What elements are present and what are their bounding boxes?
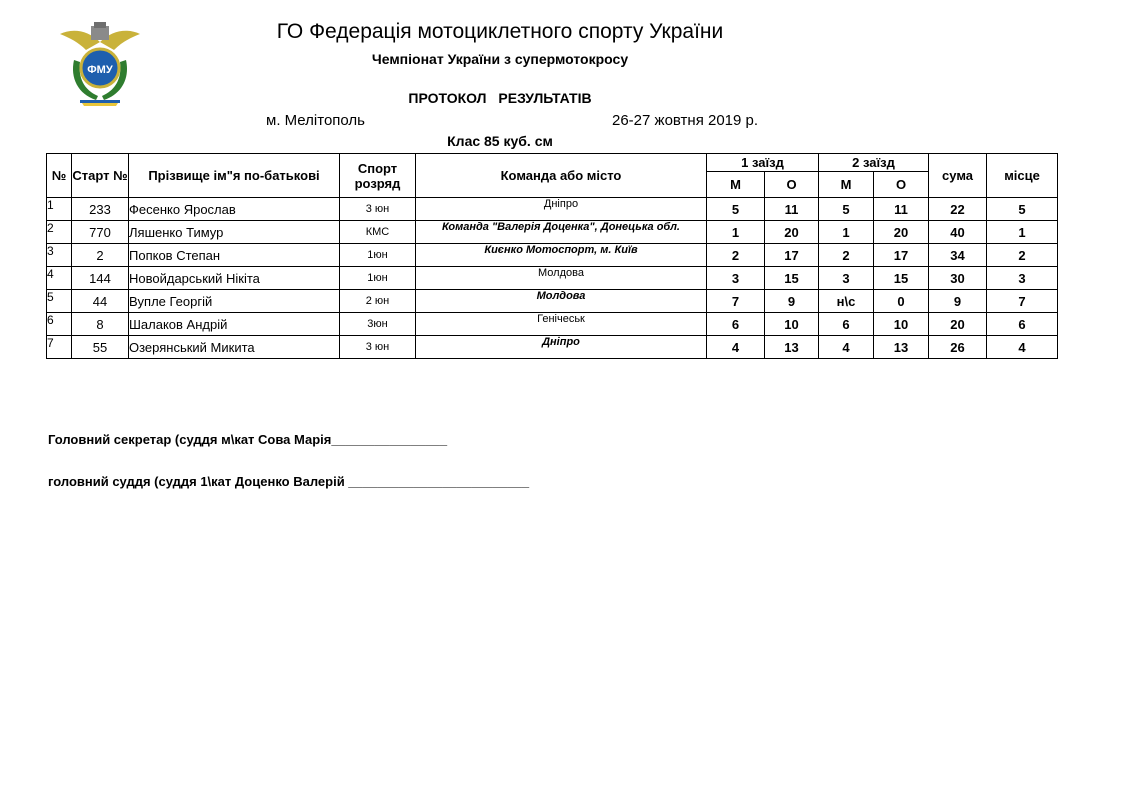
row-sum: 20 bbox=[929, 313, 987, 336]
row-heat1-o: 17 bbox=[765, 244, 819, 267]
row-sum: 22 bbox=[929, 198, 987, 221]
header-heat2: 2 заїзд bbox=[819, 154, 929, 172]
row-heat2-o: 20 bbox=[874, 221, 929, 244]
row-heat2-o: 17 bbox=[874, 244, 929, 267]
row-name: Фесенко Ярослав bbox=[129, 198, 340, 221]
row-team: Молдова bbox=[416, 267, 707, 290]
row-heat2-o: 15 bbox=[874, 267, 929, 290]
row-rank: 3юн bbox=[340, 313, 416, 336]
header-start: Старт № bbox=[72, 154, 129, 198]
row-heat2-m: 4 bbox=[819, 336, 874, 359]
results-table bbox=[46, 153, 1058, 359]
judge-signature-line: головний суддя (суддя 1\кат Доценко Валерій _________________________ bbox=[48, 474, 530, 489]
row-rank: 1юн bbox=[340, 267, 416, 290]
row-team: Команда "Валерія Доценка", Донецька обл. bbox=[416, 221, 707, 244]
header-heat2-m: М bbox=[819, 172, 874, 198]
row-num: 6 bbox=[47, 313, 72, 336]
row-team: Києнко Мотоспорт, м. Київ bbox=[416, 244, 707, 267]
header-heat1-m: М bbox=[707, 172, 765, 198]
row-num: 4 bbox=[47, 267, 72, 290]
row-sum: 9 bbox=[929, 290, 987, 313]
row-heat1-m: 6 bbox=[707, 313, 765, 336]
row-name: Новойдарський Нікіта bbox=[129, 267, 340, 290]
protocol-title: ПРОТОКОЛ РЕЗУЛЬТАТІВ bbox=[408, 90, 592, 106]
class-title: Клас 85 куб. см bbox=[447, 133, 553, 149]
table-row bbox=[47, 290, 1058, 313]
federation-title: ГО Федерація мотоциклетного спорту України bbox=[276, 20, 724, 43]
row-heat2-o: 13 bbox=[874, 336, 929, 359]
row-heat2-m: 2 bbox=[819, 244, 874, 267]
row-heat2-m: 1 bbox=[819, 221, 874, 244]
row-place: 2 bbox=[987, 244, 1058, 267]
svg-text:ФМУ: ФМУ bbox=[87, 64, 113, 76]
row-heat1-m: 3 bbox=[707, 267, 765, 290]
table-row bbox=[47, 221, 1058, 244]
row-heat2-o: 0 bbox=[874, 290, 929, 313]
row-start: 8 bbox=[72, 313, 129, 336]
row-start: 770 bbox=[72, 221, 129, 244]
row-place: 3 bbox=[987, 267, 1058, 290]
row-name: Попков Степан bbox=[129, 244, 340, 267]
row-heat1-o: 10 bbox=[765, 313, 819, 336]
row-heat1-o: 11 bbox=[765, 198, 819, 221]
championship-title: Чемпіонат України з супермотокросу bbox=[371, 51, 629, 67]
header-sum: сума bbox=[929, 154, 987, 198]
table-row bbox=[47, 198, 1058, 221]
row-place: 7 bbox=[987, 290, 1058, 313]
header-heat1-o: О bbox=[765, 172, 819, 198]
header-name: Прізвище ім"я по-батькові bbox=[129, 154, 340, 198]
header-team: Команда або місто bbox=[416, 154, 707, 198]
row-start: 2 bbox=[72, 244, 129, 267]
row-rank: 2 юн bbox=[340, 290, 416, 313]
row-place: 4 bbox=[987, 336, 1058, 359]
row-heat2-m: н\с bbox=[819, 290, 874, 313]
row-place: 1 bbox=[987, 221, 1058, 244]
row-heat1-o: 15 bbox=[765, 267, 819, 290]
row-rank: 3 юн bbox=[340, 198, 416, 221]
row-start: 144 bbox=[72, 267, 129, 290]
row-place: 5 bbox=[987, 198, 1058, 221]
header-rank: Спорт розряд bbox=[340, 154, 416, 198]
row-heat2-m: 3 bbox=[819, 267, 874, 290]
table-row bbox=[47, 244, 1058, 267]
row-heat1-m: 1 bbox=[707, 221, 765, 244]
table-row bbox=[47, 267, 1058, 290]
row-heat2-m: 6 bbox=[819, 313, 874, 336]
row-heat1-m: 5 bbox=[707, 198, 765, 221]
row-num: 2 bbox=[47, 221, 72, 244]
row-heat1-m: 7 bbox=[707, 290, 765, 313]
row-heat1-m: 4 bbox=[707, 336, 765, 359]
row-start: 233 bbox=[72, 198, 129, 221]
row-num: 3 bbox=[47, 244, 72, 267]
secretary-signature-line: Головний секретар (суддя м\кат Сова Марія________________ bbox=[48, 432, 448, 447]
row-rank: 1юн bbox=[340, 244, 416, 267]
row-name: Озерянський Микита bbox=[129, 336, 340, 359]
row-num: 7 bbox=[47, 336, 72, 359]
row-team: Дніпро bbox=[416, 336, 707, 359]
row-num: 1 bbox=[47, 198, 72, 221]
row-sum: 26 bbox=[929, 336, 987, 359]
row-sum: 34 bbox=[929, 244, 987, 267]
row-team: Дніпро bbox=[416, 198, 707, 221]
header-heat1: 1 заїзд bbox=[707, 154, 819, 172]
row-name: Вупле Георгій bbox=[129, 290, 340, 313]
row-team: Генічеськ bbox=[416, 313, 707, 336]
row-rank: 3 юн bbox=[340, 336, 416, 359]
row-name: Ляшенко Тимур bbox=[129, 221, 340, 244]
header-place: місце bbox=[987, 154, 1058, 198]
row-team: Молдова bbox=[416, 290, 707, 313]
row-start: 55 bbox=[72, 336, 129, 359]
row-rank: КМС bbox=[340, 221, 416, 244]
row-num: 5 bbox=[47, 290, 72, 313]
row-heat1-o: 9 bbox=[765, 290, 819, 313]
row-heat1-m: 2 bbox=[707, 244, 765, 267]
date-label: 26-27 жовтня 2019 р. bbox=[612, 112, 759, 129]
row-heat2-o: 10 bbox=[874, 313, 929, 336]
header-heat2-o: О bbox=[874, 172, 929, 198]
row-sum: 30 bbox=[929, 267, 987, 290]
row-heat1-o: 13 bbox=[765, 336, 819, 359]
table-row bbox=[47, 336, 1058, 359]
row-start: 44 bbox=[72, 290, 129, 313]
city-label: м. Мелітополь bbox=[266, 112, 365, 129]
row-heat2-o: 11 bbox=[874, 198, 929, 221]
row-place: 6 bbox=[987, 313, 1058, 336]
table-row bbox=[47, 313, 1058, 336]
row-sum: 40 bbox=[929, 221, 987, 244]
header-num: № bbox=[47, 154, 72, 198]
row-name: Шалаков Андрій bbox=[129, 313, 340, 336]
row-heat1-o: 20 bbox=[765, 221, 819, 244]
row-heat2-m: 5 bbox=[819, 198, 874, 221]
